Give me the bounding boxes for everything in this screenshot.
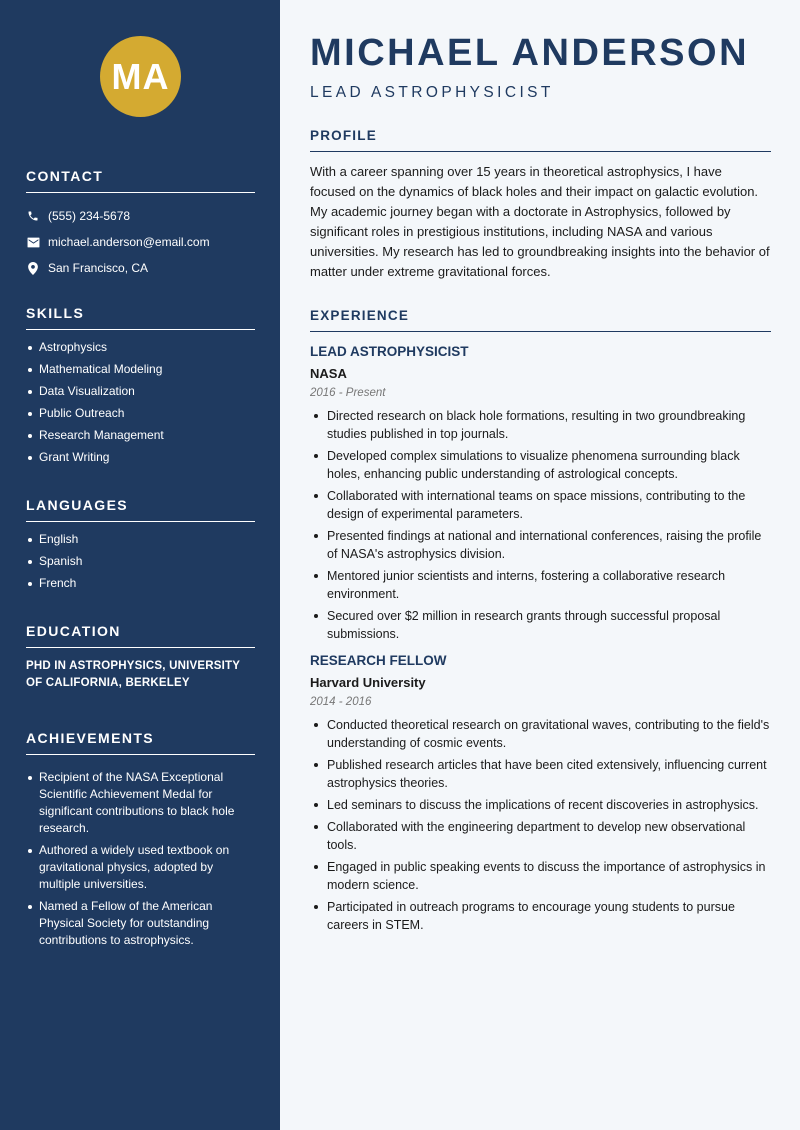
location-pin-icon: [26, 261, 40, 275]
languages-heading: LANGUAGES: [26, 497, 255, 522]
education-section: [26, 623, 255, 692]
skills-list: [26, 339, 255, 466]
contact-email-text: michael.anderson@email.com: [48, 235, 210, 249]
contact-heading: CONTACT: [26, 168, 255, 193]
job-bullet: Mentored junior scientists and interns, fostering a collaborative research environment.: [310, 567, 771, 603]
achievement-item: Authored a widely used textbook on gravitational physics, adopted by multiple universities.: [26, 842, 255, 893]
job-bullet: Engaged in public speaking events to discuss the importance of astrophysics in modern science.: [310, 858, 771, 894]
job-company: NASA: [310, 366, 347, 381]
experience-heading: EXPERIENCE: [310, 308, 771, 332]
skill-item: Astrophysics: [26, 339, 255, 356]
job-dates: 2014 - 2016: [310, 696, 372, 708]
profile-heading: PROFILE: [310, 128, 771, 152]
job-bullet: Led seminars to discuss the implications of recent discoveries in astrophysics.: [310, 796, 771, 814]
skill-item: Research Management: [26, 427, 255, 444]
job-title: LEAD ASTROPHYSICIST: [310, 344, 469, 359]
job-bullet: Conducted theoretical research on gravitational waves, contributing to the field's understanding of cosmic events.: [310, 716, 771, 752]
job-company: Harvard University: [310, 675, 426, 690]
job-dates: 2016 - Present: [310, 387, 386, 399]
job-title: RESEARCH FELLOW: [310, 653, 447, 668]
job-bullets: [310, 716, 771, 934]
avatar: MA: [100, 36, 181, 117]
contact-phone: [26, 203, 255, 229]
profile-section: [310, 128, 771, 282]
job-bullet: Developed complex simulations to visualize phenomena surrounding black holes, enhancing public understanding of astrological concepts.: [310, 447, 771, 483]
contact-location: [26, 255, 255, 281]
contact-section: [26, 168, 255, 281]
skills-heading: SKILLS: [26, 305, 255, 330]
job-entry: [310, 653, 771, 934]
languages-section: [26, 497, 255, 597]
job-bullet: Participated in outreach programs to encourage young students to pursue careers in STEM.: [310, 898, 771, 934]
job-bullet: Published research articles that have been cited extensively, influencing current astrophysics theories.: [310, 756, 771, 792]
skill-item: Mathematical Modeling: [26, 361, 255, 378]
job-bullet: Presented findings at national and international conferences, raising the profile of NASA's astrophysics division.: [310, 527, 771, 563]
profile-text: With a career spanning over 15 years in theoretical astrophysics, I have focused on the dynamics of black holes and their impact on galactic evolution. My academic journey began with a doctorate in Astrophysics, followed by significant roles in prestigious institutions, including NASA and various universities. My research has led to groundbreaking insights into the behavior of matter under extreme gravitational forces.: [310, 164, 770, 279]
achievements-section: [26, 730, 255, 954]
job-bullet: Directed research on black hole formations, resulting in two groundbreaking studies published in top journals.: [310, 407, 771, 443]
contact-phone-text: (555) 234-5678: [48, 209, 131, 223]
contact-email: [26, 229, 255, 255]
sidebar: [0, 0, 280, 1130]
achievements-list: [26, 769, 255, 949]
education-degree: PHD IN ASTROPHYSICS, UNIVERSITY OF CALIFORNIA, BERKELEY: [26, 660, 240, 689]
achievement-item: Recipient of the NASA Exceptional Scientific Achievement Medal for significant contributions to black hole research.: [26, 769, 255, 837]
achievements-heading: ACHIEVEMENTS: [26, 730, 255, 755]
job-bullet: Secured over $2 million in research grants through successful proposal submissions.: [310, 607, 771, 643]
job-bullets: [310, 407, 771, 643]
language-item: Spanish: [26, 553, 255, 570]
achievement-item: Named a Fellow of the American Physical Society for outstanding contributions to astrophysics.: [26, 898, 255, 949]
language-item: English: [26, 531, 255, 548]
contact-list: [26, 203, 255, 281]
experience-section: [310, 308, 771, 938]
contact-location-text: San Francisco, CA: [48, 261, 149, 275]
email-icon: [26, 235, 40, 249]
skills-section: [26, 305, 255, 471]
skill-item: Grant Writing: [26, 449, 255, 466]
skill-item: Public Outreach: [26, 405, 255, 422]
language-item: French: [26, 575, 255, 592]
job-title-header: LEAD ASTROPHYSICIST: [310, 84, 554, 101]
languages-list: [26, 531, 255, 592]
job-entry: [310, 344, 771, 643]
skill-item: Data Visualization: [26, 383, 255, 400]
full-name: MICHAEL ANDERSON: [310, 32, 750, 74]
education-heading: EDUCATION: [26, 623, 255, 648]
job-bullet: Collaborated with international teams on space missions, contributing to the design of experimental parameters.: [310, 487, 771, 523]
phone-icon: [26, 209, 40, 223]
job-bullet: Collaborated with the engineering department to develop new observational tools.: [310, 818, 771, 854]
